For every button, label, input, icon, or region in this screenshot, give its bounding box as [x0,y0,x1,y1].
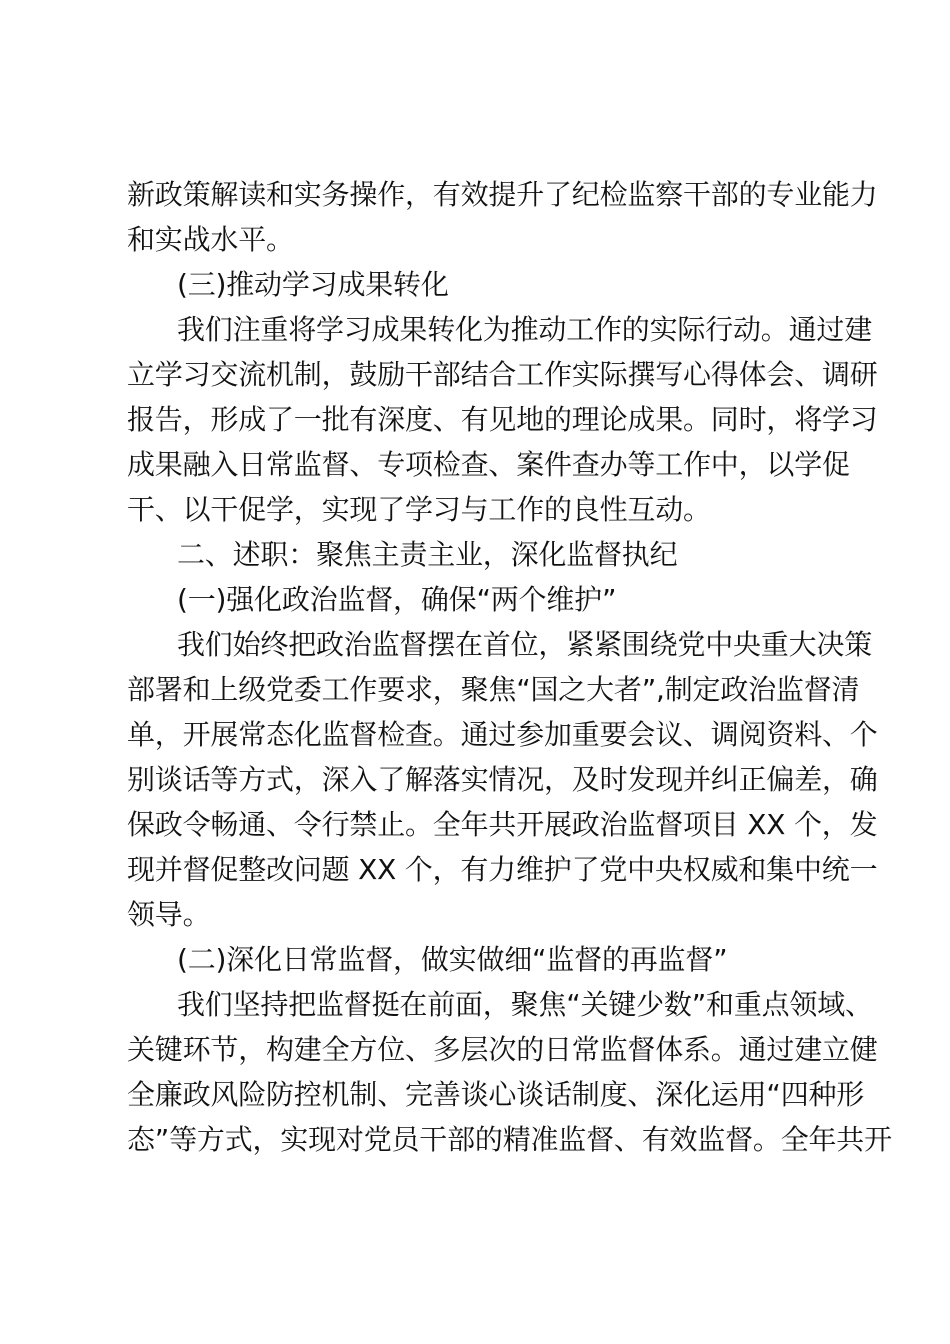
paragraph-line: 单，开展常态化监督检查。通过参加重要会议、调阅资料、个 [127,718,878,751]
paragraph-line: 和实战水平。 [127,223,294,256]
paragraph-line: 我们坚持把监督挺在前面，聚焦“关键少数”和重点领域、 [177,988,873,1021]
paragraph-line: 我们注重将学习成果转化为推动工作的实际行动。通过建 [177,313,873,346]
paragraph-line: 我们始终把政治监督摆在首位，紧紧围绕党中央重大决策 [177,628,873,661]
section-heading: (三)推动学习成果转化 [177,268,449,301]
paragraph-line: 干、以干促学，实现了学习与工作的良性互动。 [127,493,711,526]
paragraph-line: 别谈话等方式，深入了解落实情况，及时发现并纠正偏差，确 [127,763,878,796]
paragraph-line: 关键环节，构建全方位、多层次的日常监督体系。通过建立健 [127,1033,878,1066]
section-heading: (二)深化日常监督，做实做细“监督的再监督” [177,943,728,976]
chapter-heading: 二、述职：聚焦主责主业，深化监督执纪 [177,538,678,571]
section-heading: (一)强化政治监督，确保“两个维护” [177,583,617,616]
paragraph-line: 全廉政风险防控机制、完善谈心谈话制度、深化运用“四种形 [127,1078,865,1111]
paragraph-line: 新政策解读和实务操作，有效提升了纪检监察干部的专业能力 [127,178,878,211]
paragraph-line: 领导。 [127,898,211,931]
paragraph-line: 报告，形成了一批有深度、有见地的理论成果。同时，将学习 [127,403,878,436]
paragraph-line: 部署和上级党委工作要求，聚焦“国之大者”,制定政治监督清 [127,673,860,706]
paragraph-line: 保政令畅通、令行禁止。全年共开展政治监督项目 XX 个，发 [127,808,878,841]
paragraph-line: 成果融入日常监督、专项检查、案件查办等工作中，以学促 [127,448,850,481]
paragraph-line: 现并督促整改问题 XX 个，有力维护了党中央权威和集中统一 [127,853,878,886]
paragraph-line: 立学习交流机制，鼓励干部结合工作实际撰写心得体会、调研 [127,358,878,391]
paragraph-line: 态”等方式，实现对党员干部的精准监督、有效监督。全年共开 [127,1123,892,1156]
